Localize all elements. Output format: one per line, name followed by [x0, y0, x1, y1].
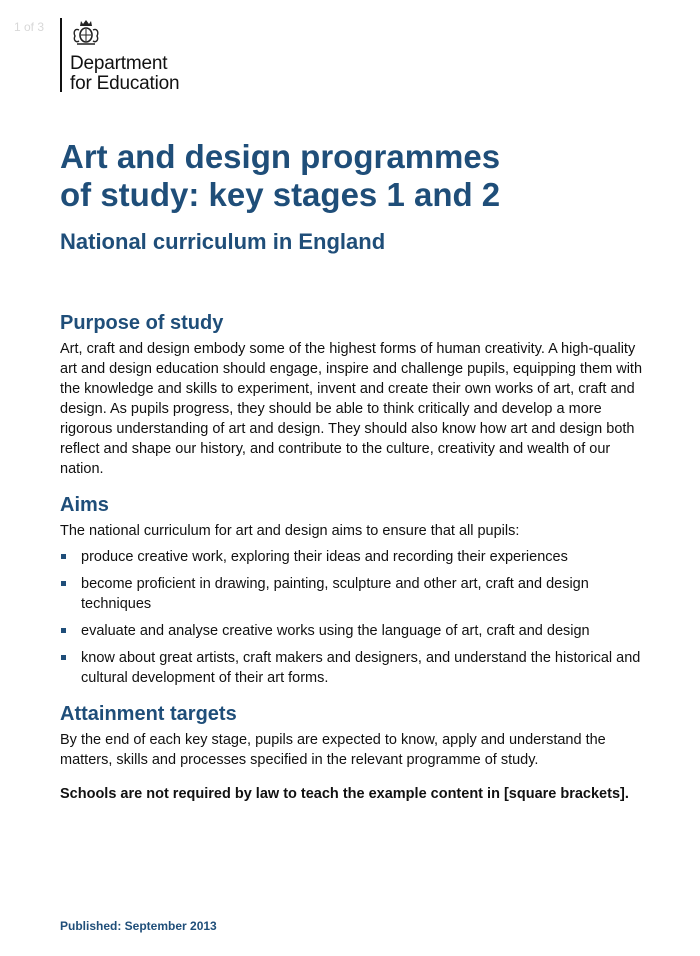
purpose-text: Art, craft and design embody some of the highest forms of human creativity. A high-quality art and design education should engage, inspire and challenge pupils, equipping them with the knowledge and skills to experiment, invent and create their own works of art, craft and design. As pupils progress, they should be able to think critically and develop a more rigorous understanding of art and design. They should also know how art and design both reflect and shape our history, and contribute to the culture, creativity and wealth of our nation.	[60, 341, 643, 477]
aim-text: become proficient in drawing, painting, sculpture and other art, craft and design techniques	[81, 576, 589, 612]
aims-heading: Aims	[60, 494, 109, 516]
list-item	[60, 574, 650, 614]
bullet-icon	[61, 554, 66, 559]
bullet-icon	[61, 581, 66, 586]
document-title	[60, 138, 660, 214]
aims-intro: The national curriculum for art and design aims to ensure that all pupils:	[60, 523, 520, 539]
list-item	[60, 648, 650, 688]
bullet-icon	[61, 628, 66, 633]
list-item	[60, 621, 650, 641]
bullet-icon	[61, 655, 66, 660]
list-item	[60, 547, 650, 567]
attainment-section	[60, 702, 650, 804]
purpose-section	[60, 311, 650, 479]
aim-text: produce creative work, exploring their ideas and recording their experiences	[81, 549, 568, 565]
title-line2: of study: key stages 1 and 2	[60, 176, 501, 213]
royal-crest-icon	[70, 18, 102, 48]
square-brackets-note: Schools are not required by law to teach the example content in [square brackets].	[60, 786, 629, 802]
aims-list	[60, 547, 650, 688]
department-name-line2: for Education	[70, 73, 180, 94]
document-subtitle: National curriculum in England	[60, 229, 386, 254]
purpose-heading: Purpose of study	[60, 312, 224, 334]
published-date: Published: September 2013	[60, 919, 217, 933]
aim-text: evaluate and analyse creative works using the language of art, craft and design	[81, 623, 590, 639]
aims-section	[60, 493, 650, 688]
page-number: 1 of 3	[14, 20, 45, 34]
title-line1: Art and design programmes	[60, 138, 501, 175]
aim-text: know about great artists, craft makers and designers, and understand the historical and cultural development of their art forms.	[81, 650, 641, 686]
department-logo	[60, 18, 179, 92]
document-body	[60, 311, 650, 818]
department-name-line1: Department	[70, 53, 168, 74]
attainment-heading: Attainment targets	[60, 703, 237, 725]
attainment-text: By the end of each key stage, pupils are expected to know, apply and understand the matters, skills and processes specified in the relevant programme of study.	[60, 732, 606, 768]
